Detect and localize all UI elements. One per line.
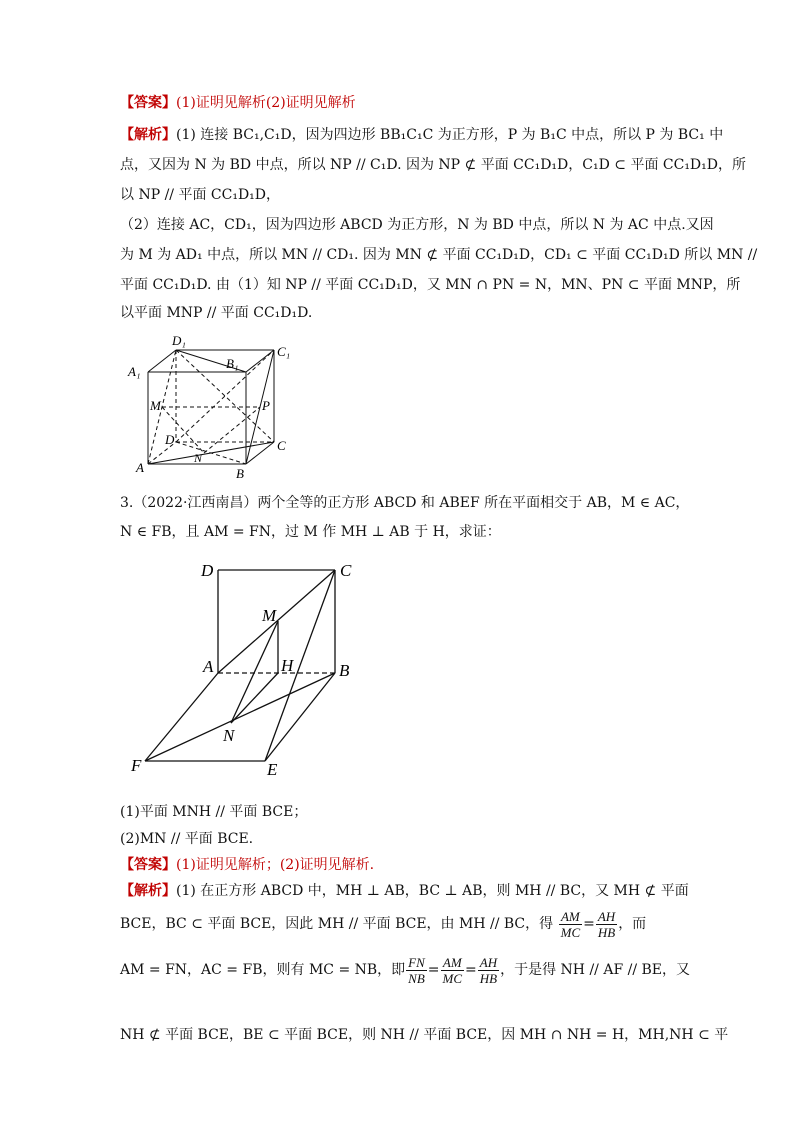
label-D1: D₁ — [172, 333, 186, 348]
fig-label-B: B — [339, 661, 350, 680]
fig-label-H: H — [281, 656, 294, 675]
label-P: P — [262, 398, 270, 413]
label-A1: A₁ — [128, 364, 141, 379]
answer-line-2 — [120, 856, 374, 874]
fig-label-D: D — [201, 561, 214, 580]
squares-figure — [125, 555, 375, 785]
answer-tag-2: 【答案】 — [120, 857, 176, 873]
fig-label-F: F — [131, 756, 142, 775]
question-2: (2)MN // 平面 BCE. — [120, 831, 254, 847]
analysis2-text-3a: AM = FN，AC = FB，则有 MC = NB，即 — [120, 962, 406, 978]
fraction-fn-nb: $\frac{FN}{NB}$ — [408, 954, 425, 986]
analysis2-line-1 — [120, 882, 689, 900]
analysis-tag-2: 【解析】 — [120, 883, 176, 899]
analysis2-text-3b: ，于是得 NH // AF // BE，又 — [500, 962, 691, 978]
equals-sign-3: = — [465, 962, 477, 978]
label-C: C — [277, 438, 286, 453]
fig-label-N: N — [223, 726, 235, 745]
analysis-line-2: 点，又因为 N 为 BD 中点，所以 NP // C₁D. 因为 NP ⊄ 平面 CC₁D₁D，C₁D ⊂ 平面 CC₁D₁D，所 — [120, 157, 746, 173]
label-C1: C₁ — [277, 344, 291, 359]
analysis2-text-1: (1) 在正方形 ABCD 中，MH ⊥ AB，BC ⊥ AB，则 MH // BC，又 MH ⊄ 平面 — [176, 883, 689, 899]
answer-text-2: (1)证明见解析；(2)证明见解析. — [176, 857, 375, 873]
analysis-line-1 — [120, 126, 723, 144]
analysis-text: (1) 连接 BC₁,C₁D，因为四边形 BB₁C₁C 为正方形，P 为 B₁C 中点，所以 P 为 BC₁ 中 — [176, 127, 724, 143]
analysis-line-7: 以平面 MNP // 平面 CC₁D₁D. — [120, 305, 313, 321]
fig-label-A: A — [203, 657, 214, 676]
analysis-line-6: 平面 CC₁D₁D. 由（1）知 NP // 平面 CC₁D₁D，又 MN ∩ PN = N，MN、PN ⊂ 平面 MNP，所 — [120, 277, 741, 293]
analysis-tag: 【解析】 — [120, 127, 176, 143]
fig-label-C: C — [340, 561, 352, 580]
analysis2-line-2 — [120, 906, 646, 942]
label-M: M — [150, 398, 161, 413]
fig-label-E: E — [267, 760, 278, 779]
analysis2-text-2a: BCE，BC ⊂ 平面 BCE，因此 MH // 平面 BCE，由 MH // BC，得 — [120, 916, 554, 932]
question-1: (1)平面 MNH // 平面 BCE； — [120, 804, 308, 820]
answer-text: (1)证明见解析(2)证明见解析 — [176, 95, 356, 111]
label-B: B — [236, 466, 244, 480]
analysis2-line-3 — [120, 952, 690, 988]
analysis-line-5: 为 M 为 AD₁ 中点，所以 MN // CD₁. 因为 MN ⊄ 平面 CC₁D₁D，CD₁ ⊂ 平面 CC₁D₁D 所以 MN // — [120, 247, 758, 263]
analysis2-line-4: NH ⊄ 平面 BCE，BE ⊂ 平面 BCE，则 NH // 平面 BCE，因 MH ∩ NH = H，MH,NH ⊂ 平 — [120, 1027, 729, 1043]
label-D: D — [165, 432, 175, 447]
analysis-line-3: 以 NP // 平面 CC₁D₁D， — [120, 187, 281, 203]
analysis2-text-2b: ，而 — [618, 916, 647, 932]
answer-tag: 【答案】 — [120, 95, 176, 111]
problem3-line-2: N ∈ FB，且 AM = FN，过 M 作 MH ⊥ AB 于 H，求证： — [120, 524, 501, 540]
equals-sign-2: = — [427, 962, 440, 978]
fig-label-M: M — [262, 606, 277, 625]
problem3-line-1: 3.（2022·江西南昌）两个全等的正方形 ABCD 和 ABEF 所在平面相交于 AB，M ∈ AC， — [120, 495, 690, 511]
cube-figure — [120, 330, 310, 480]
fraction-ah-hb: $\frac{AH}{HB}$ — [597, 908, 616, 940]
label-N: N — [194, 451, 203, 465]
equals-sign: = — [583, 916, 595, 932]
fraction-am-mc: $\frac{AM}{MC}$ — [560, 908, 581, 940]
fraction-am-mc-2: $\frac{AM}{MC}$ — [442, 954, 463, 986]
analysis-line-4: （2）连接 AC，CD₁，因为四边形 ABCD 为正方形，N 为 BD 中点，所以 N 为 AC 中点.又因 — [120, 217, 714, 233]
answer-line-1 — [120, 94, 356, 112]
label-A: A — [136, 460, 144, 475]
label-B1: B₁ — [226, 356, 239, 371]
fraction-ah-hb-2: $\frac{AH}{HB}$ — [479, 954, 498, 986]
